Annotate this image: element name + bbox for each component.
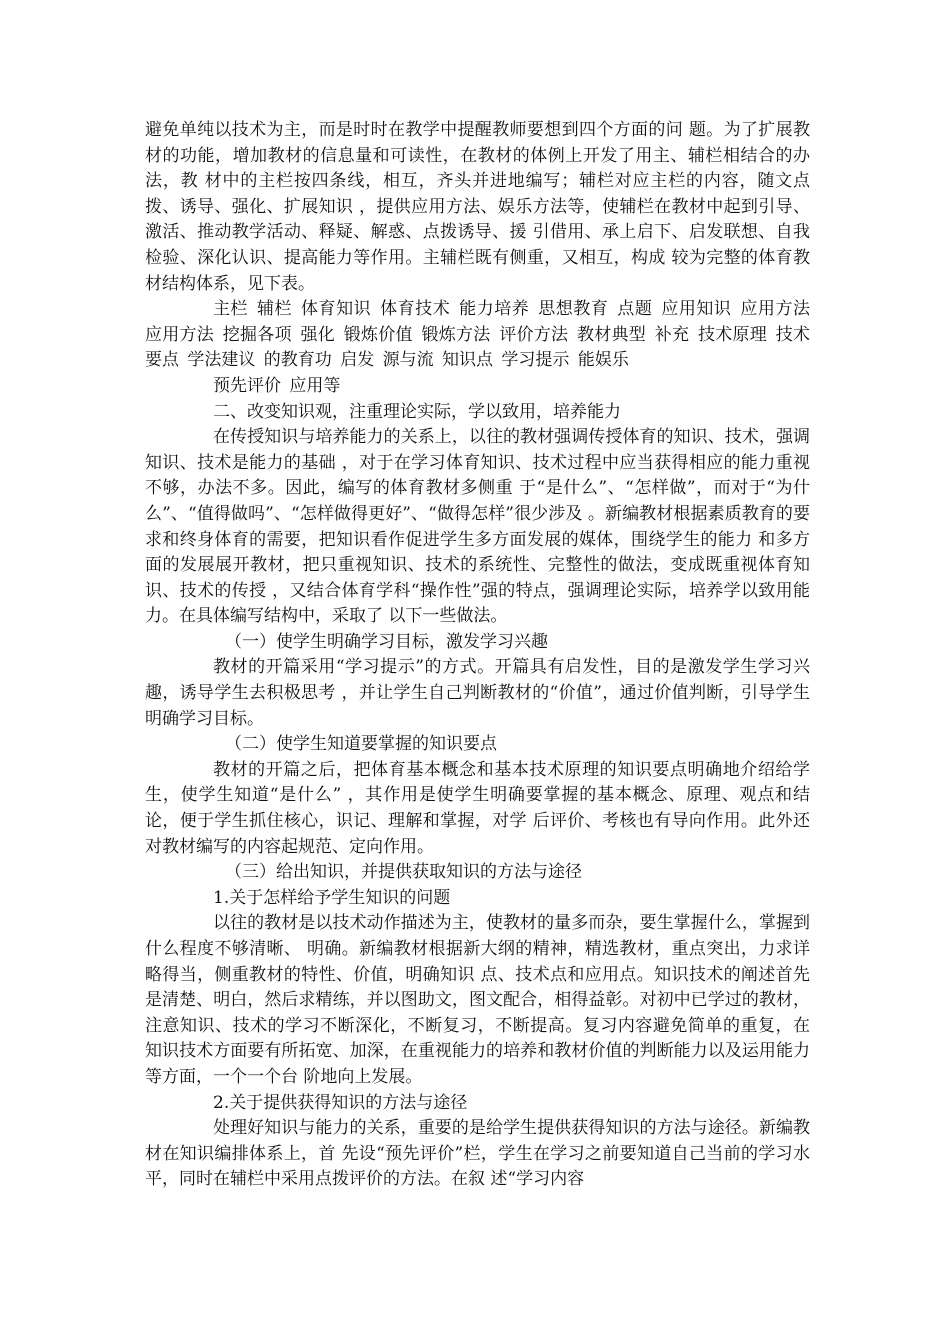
paragraph-intro-continued: 避免单纯以技术为主，而是时时在教学中提醒教师要想到四个方面的问 题。为了扩展教材的功能，增加教材的信息量和可读性，在教材的体例上开发了用主、辅栏相结合的办法，教 材中的主栏按四条线，相互，齐头并进地编写；辅栏对应主栏的内容，随文点拨、诱导、强化、扩展知识 ，提供应用方法、娱乐方法等，使辅栏在教材中起到引导、激活、推动教学活动、释疑、解惑、点拨诱导、援 引借用、承上启下、启发联想、自我检验、深化认识、提高能力等作用。主辅栏既有侧重，又相互，构成 较为完整的体育教材结构体系，见下表。 <box>145 120 810 294</box>
subsection-heading-1: （一）使学生明确学习目标，激发学习兴趣 <box>225 631 548 652</box>
column-table-row-1: 主栏 辅栏 体育知识 体育技术 能力培养 思想教育 点题 应用知识 应用方法 应用方法 挖掘各项 强化 锻炼价值 锻炼方法 评价方法 教材典型 补充 技术原理 技术要点 学法建议 的教育功 启发 源与流 知识点 学习提示 能娱乐 <box>145 299 810 371</box>
subsection-heading-2: （二）使学生知道要掌握的知识要点 <box>225 734 497 755</box>
paragraph-methods-paths: 处理好知识与能力的关系，重要的是给学生提供获得知识的方法与途径。新编教材在知识编排体系上，首 先设“预先评价”栏，学生在学习之前要知道自己当前的学习水平，同时在辅栏中采用点拨评价的方法。在叙 述“学习内容 <box>145 1118 810 1190</box>
column-table-row-2: 预先评价 应用等 <box>213 375 341 396</box>
subsection-heading-3: （三）给出知识，并提供获取知识的方法与途径 <box>225 862 582 883</box>
paragraph-key-points: 教材的开篇之后，把体育基本概念和基本技术原理的知识要点明确地介绍给学生，使学生知道“是什么” ，其作用是使学生明确要掌握的基本概念、原理、观点和结论，便于学生抓住核心，识记、理解和掌握，对学 后评价、考核也有导向作用。此外还对教材编写的内容起规范、定向作用。 <box>145 759 810 857</box>
paragraph-knowledge-ability: 在传授知识与培养能力的关系上，以往的教材强调传授体育的知识、技术，强调知识、技术是能力的基础 ，对于在学习体育知识、技术过程中应当获得相应的能力重视不够，办法不多。因此，编写的体育教材多侧重 于“是什么”、“怎样做”，而对于“为什么”、“值得做吗”、“怎样做得更好”、“做得怎样”很少涉及 。新编教材根据素质教育的要求和终身体育的需要，把知识看作促进学生多方面发展的媒体，围绕学生的能力 和多方面的发展展开教材，把只重视知识、技术的系统性、完整性的做法，变成既重视体育知识、技术的传授 ，又结合体育学科“操作性”强的特点，强调理论实际，培养学以致用能力。在具体编写结构中，采取了 以下一些做法。 <box>145 427 810 627</box>
item-heading-2: 2.关于提供获得知识的方法与途径 <box>213 1092 468 1113</box>
document-page <box>145 118 810 1193</box>
item-heading-1: 1.关于怎样给予学生知识的问题 <box>213 887 451 908</box>
section-heading-2: 二、改变知识观，注重理论实际，学以致用，培养能力 <box>213 401 621 422</box>
paragraph-learning-tips: 教材的开篇采用“学习提示”的方式。开篇具有启发性，目的是激发学生学习兴趣，诱导学生去积极思考 ，并让学生自己判断教材的“价值”，通过价值判断，引导学生明确学习目标。 <box>145 657 810 729</box>
paragraph-giving-knowledge: 以往的教材是以技术动作描述为主，使教材的量多而杂，要生掌握什么，掌握到什么程度不够清晰、 明确。新编教材根据新大纲的精神，精选教材，重点突出，力求详略得当，侧重教材的特性、价值，明确知识 点、技术点和应用点。知识技术的阐述首先是清楚、明白，然后求精练，并以图助文，图文配合，相得益彰。对初中已学过的教材，注意知识、技术的学习不断深化，不断复习，不断提高。复习内容避免简单的重复，在 知识技术方面要有所拓宽、加深，在重视能力的培养和教材价值的判断能力以及运用能力等方面，一个一个台 阶地向上发展。 <box>145 913 810 1087</box>
